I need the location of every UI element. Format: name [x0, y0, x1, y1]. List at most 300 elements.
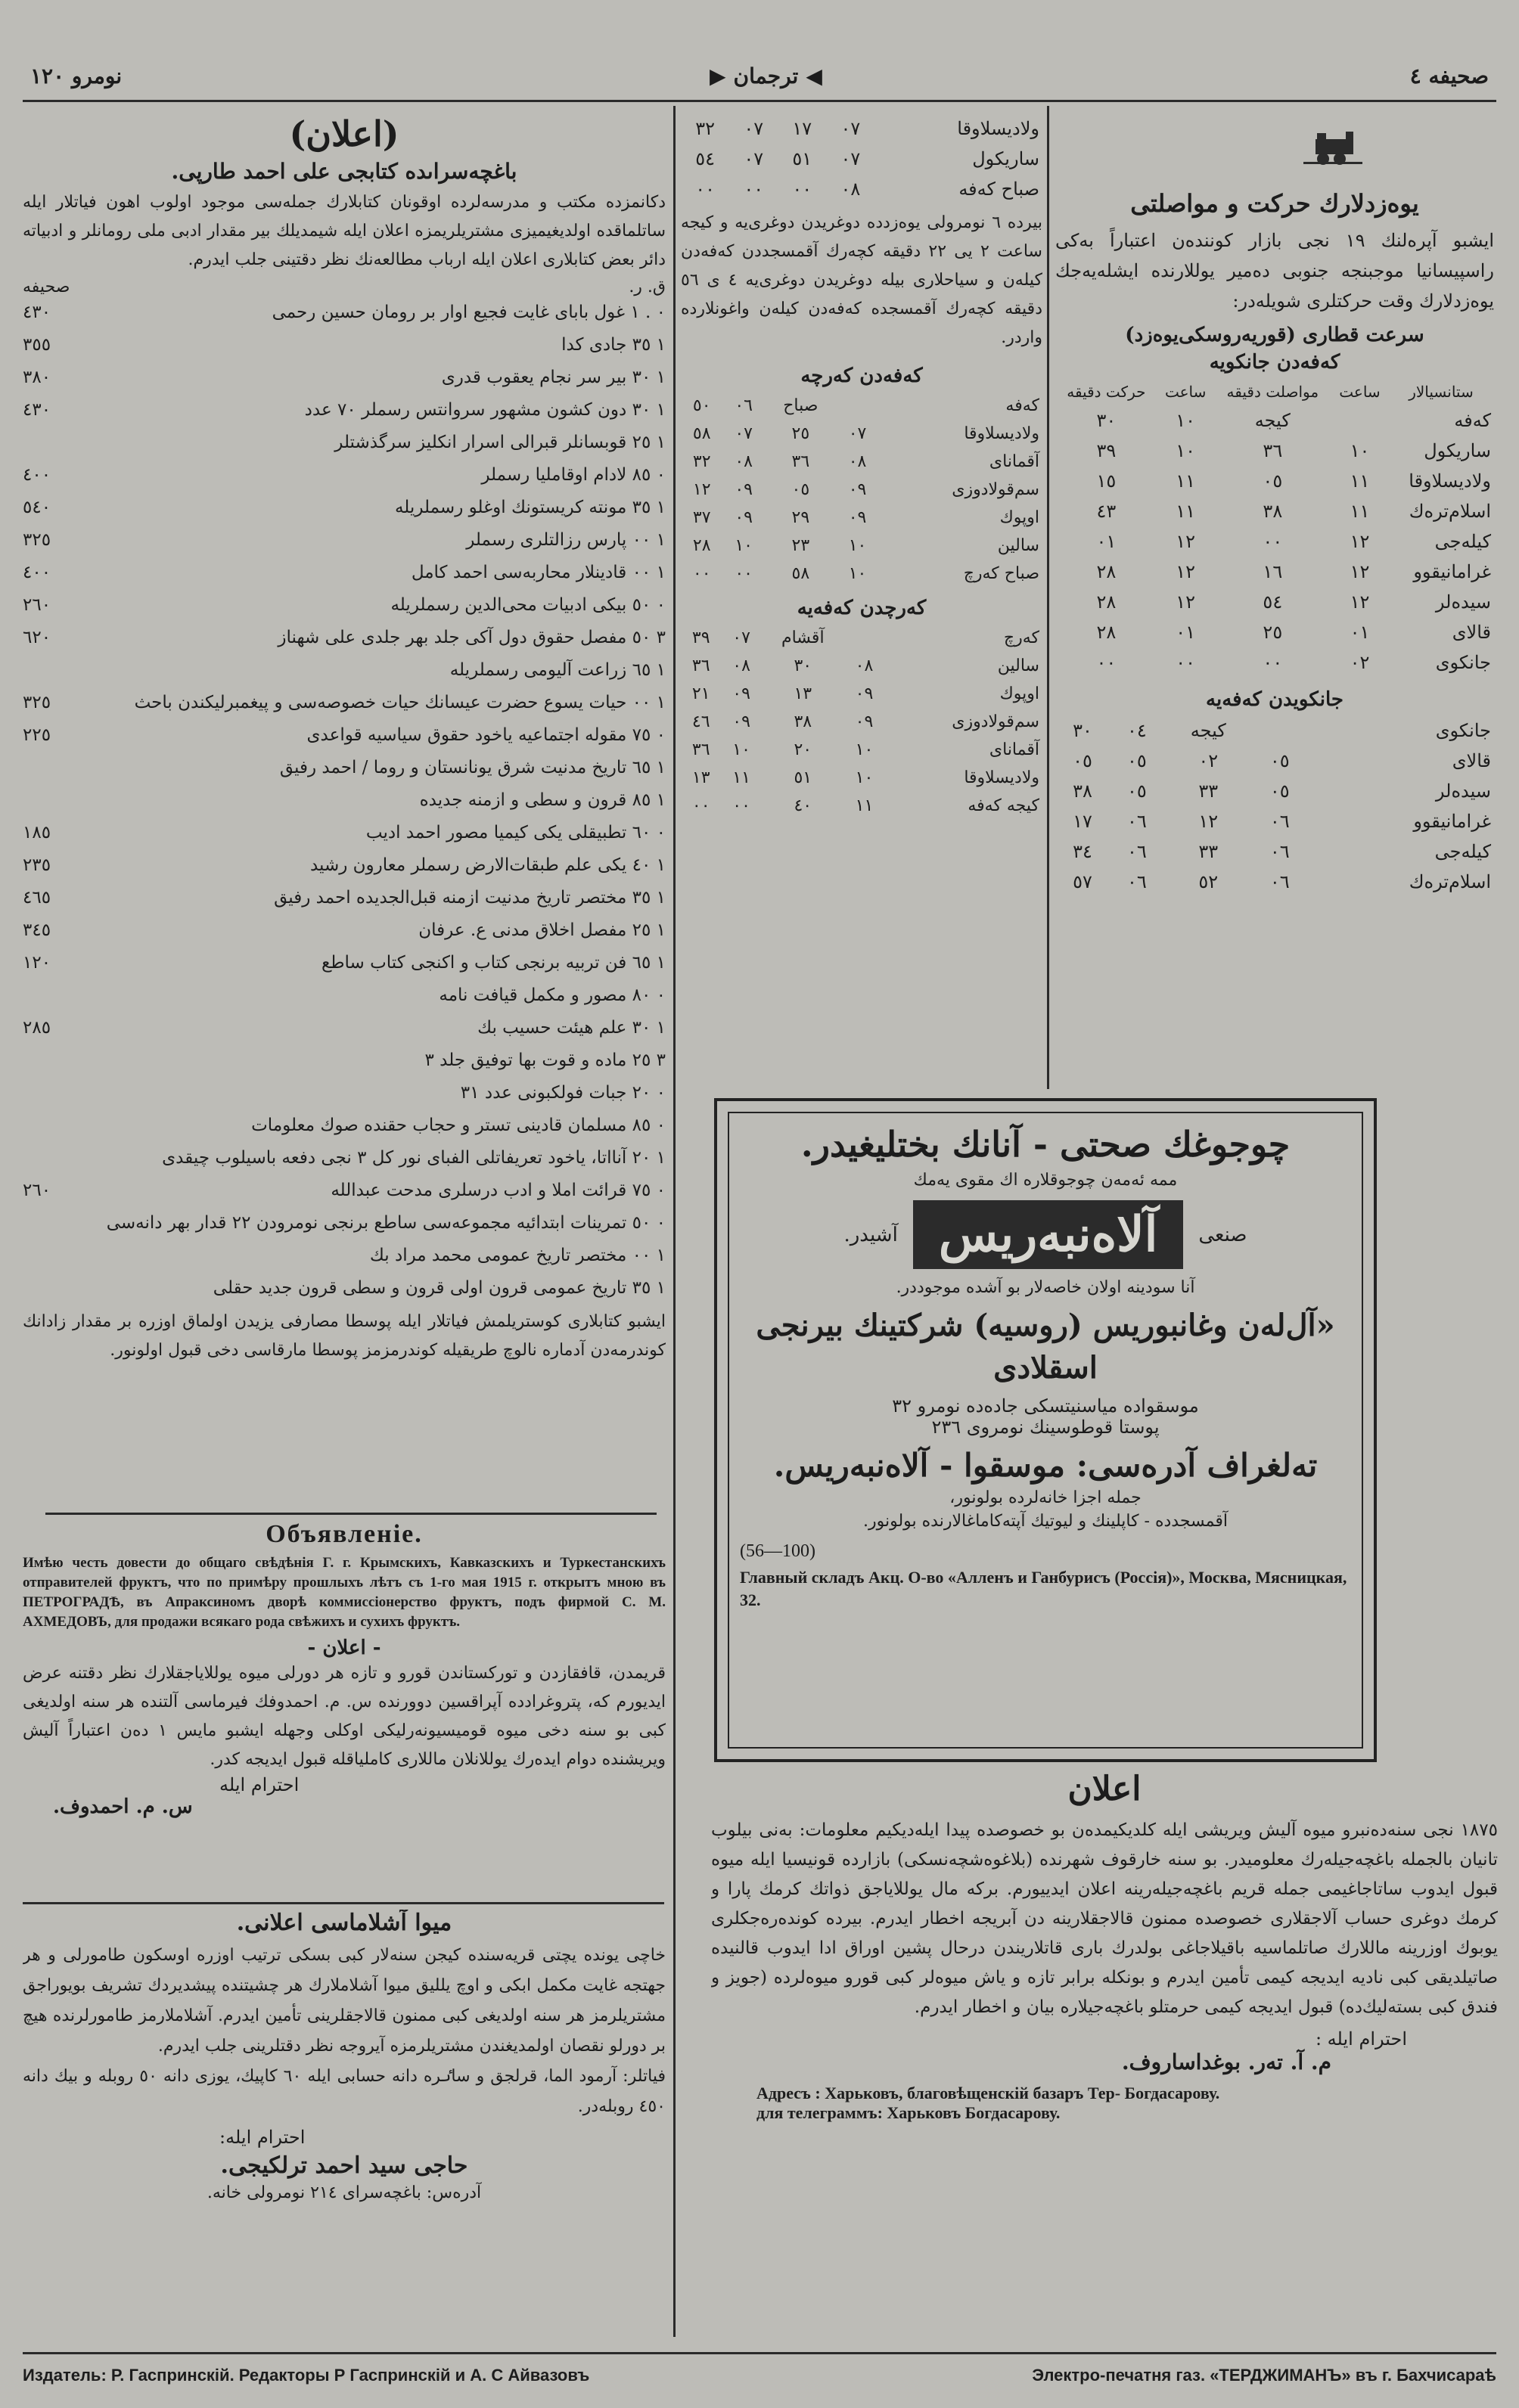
timetable-row [681, 476, 1042, 504]
time-cell: ٣٠ [794, 656, 812, 675]
book-list-item [23, 687, 666, 719]
time-cell: ٠٦ [1126, 811, 1147, 832]
middle-timetables [681, 113, 1042, 1089]
book-list-item [23, 1272, 666, 1305]
time-cell: ١٢ [1176, 591, 1196, 613]
timetable-row [681, 504, 1042, 532]
station-name: سالین [997, 656, 1039, 675]
book-list [23, 296, 666, 1305]
time-cell: ٥٠ [692, 396, 711, 415]
book-pages: ٢٢٥ [23, 725, 51, 745]
time-cell: ٥٧ [1073, 871, 1092, 892]
book-title: ١ ٣٥ مونته كریستونك اوغلو رسملریله [394, 498, 666, 517]
book-title: ١ ٣٠ بیر سر نجام یعقوب قدری [441, 368, 666, 387]
timetable-row [1055, 617, 1494, 647]
book-title: ٠ ٥٠ بیكی ادبیات محی‌الدین رسملریله [390, 595, 666, 615]
book-pages: ٣٢٥ [23, 530, 51, 550]
time-cell: ١٢ [1198, 811, 1219, 832]
time-cell: ٠٩ [855, 712, 874, 731]
arrow-right-icon: ◀ [806, 63, 822, 88]
time-cell: ٠٥ [1263, 470, 1283, 492]
company-name: «آل‌لەن وغانبوریس (روسیه) شركتینك بیرنجی اسقلادی [756, 1308, 1335, 1386]
book-pages: ٣٨٠ [23, 368, 51, 387]
book-list-item [23, 622, 666, 654]
book-title: ٠ ٨٥ مسلمان قادینی تستر و حجاب حقنده صوك معلومات [251, 1116, 666, 1135]
timetable-kerch-kafe [681, 624, 1042, 820]
time-cell: ٣٦ [791, 452, 810, 471]
book-title: ٠ ٥٠ تمرینات ابتدائیه مجموعه‌سی ساطع برنجی نومرودن ٢٢ قدار بهر دانه‌سی [106, 1213, 666, 1233]
book-title: ٣ ٢٥ ماده و قوت بها توفیق جلد ٣ [424, 1050, 666, 1070]
time-cell: ٠٧ [735, 424, 753, 443]
left-rule-1 [45, 1513, 657, 1515]
book-pages [23, 427, 91, 459]
railway-section [1055, 113, 1494, 1089]
time-cell: ٣٦ [691, 740, 710, 759]
timetable-row [681, 708, 1042, 736]
book-list-item [23, 849, 666, 882]
timetable-header: ساعت [1339, 383, 1381, 401]
fruit-grafting-ad: میوا آشلاماسی اعلانی. خاچی یونده یچتی قریه‌سنده كیجن سنه‌لار كبی بسكی ترتیب اوزره اوسكون طامورلی و هر جهتجه غایت مكمل ابكی و اوچ یللیق میوا آشلاملارك هر چشیتنده پیشدیردك تشریف بویوراجق مشتریلرمز هر سنه اولدیغی كبی ممنون قالاجقلرینی تأمین ایدرم. آشلاملارمز طامورلرنده هیچ بر دورلو نقصان اولمدیغندن مشتریلرمزه آیروجه نظر دقتلرینی جلب ایدرم. فیاتلر: آرمود الما، قرلجق و ساٸره دانه حسابی ایله ٦٠ كاپیك، یوزی دانه ٥٠ روبله و بیك دانه ٤٥٠ روبله‌در. احترام ایله: حاجی سید احمد ترلكیجی. آدرەس: باغچەسرای ٢١٤ نومرولی خانه. [23, 1910, 666, 2202]
station-name: غرامانیقوو [1413, 561, 1491, 582]
book-pages [23, 1109, 91, 1142]
timetable-kafe-jankoy [1055, 378, 1494, 678]
left-ad-closing: ایشبو كتابلاری كوستریلمش فیاتلار ایله پوسطا مصارفی یزیدن اولماق اوزره بر مقدار زادانك كوندرمه‌دن آدماره نالوچ طریقیله كوندرمزمز پوسطا مارقاسی دخی قبول اولونور. [23, 1312, 666, 1360]
time-cell [1331, 405, 1388, 436]
column-rule-left [673, 106, 676, 2337]
time-cell: ١٢ [1176, 561, 1196, 582]
station-name: جانكوی [1435, 652, 1491, 673]
fruit-ad-signature: حاجی سید احمد ترلكیجی. [220, 2152, 468, 2179]
time-cell: ٠٧ [732, 628, 750, 647]
arrow-left-icon: ▶ [709, 63, 726, 88]
timetable-row [1055, 496, 1494, 526]
ad-russian: Главный складъ Акц. О-во «Алленъ и Ганбурисъ (Россія)», Москва, Мясницкая, 32. [740, 1568, 1347, 1609]
timetable-header: مواصلت دقیقه [1226, 383, 1319, 401]
railway-intro: ایشبو آپرەلنك ١٩ نجی بازار كونندەن اعتباراً بەكی راسپیسانیا موجبنجه جنوبی دەمیر یوللارنده ایشلەیەجك یوه‌زدلارك وقت حركتلری شویلەدر: [1055, 230, 1494, 312]
book-list-item [23, 1240, 666, 1272]
station-name: كەفە [1005, 396, 1039, 415]
time-cell: ٠٨ [848, 452, 867, 471]
timetable-row [681, 560, 1042, 588]
time-cell: ٢١ [691, 684, 710, 703]
brand-logo: آلاه‌نبه‌ریس [913, 1200, 1184, 1269]
left-ad-intro: دكانمزده مكتب و مدرسەلرده اوقونان كتابلارك جمله‌سی موجود اولوب اهون فیاتلار ایله ساتلماقده اولدیغیمیزی مشتریلریمزه اعلان ایله شیمدیلك بیر مقدار ادبی ملی رومانلر و ادبیاته دائر بعض كتابلاری اعلان ایله ارباب مطالعەنك نظر دقتینی جلب ایدرم. [23, 193, 666, 269]
time-cell: ١١ [1350, 470, 1370, 492]
station-name: كەفە [1454, 410, 1491, 431]
ad-sub1: ممه ئه‌مه‌ن چوجوقلاره اك مقوی یه‌مك [913, 1171, 1178, 1190]
time-cell: ٠٥ [1269, 750, 1290, 771]
station-name: اوپوك [999, 508, 1039, 527]
book-pages: ٣٤٥ [23, 920, 51, 940]
time-cell: ١١ [732, 768, 750, 787]
timetable-row [681, 652, 1042, 680]
time-cell: ٠٦ [1269, 871, 1290, 892]
time-cell: ٣٢ [695, 118, 715, 139]
book-list-item [23, 524, 666, 557]
station-name: سم‌قولادوزی [952, 480, 1039, 499]
time-cell: ٣٤ [1073, 841, 1092, 862]
time-cell: كیجه [1190, 720, 1226, 741]
time-cell: ٥١ [792, 148, 812, 169]
time-cell: ١٢ [1350, 591, 1370, 613]
timetable-row [681, 448, 1042, 476]
time-cell: ٠٠ [732, 796, 750, 815]
station-name: ساریكول [972, 148, 1039, 169]
time-cell: ٠٥ [1126, 750, 1147, 771]
fast-train-label: سرعت قطاری (قوریه‌روسکی‌یوه‌زد) [1125, 324, 1424, 346]
time-cell: ٥٨ [791, 564, 810, 583]
time-cell: ١٢ [692, 480, 711, 499]
timetable-row [681, 680, 1042, 708]
time-cell: ١٠ [855, 768, 874, 787]
fruit-ad-title: میوا آشلاماسی اعلانی. [236, 1910, 452, 1936]
time-cell: ٠٨ [735, 452, 753, 471]
time-cell: ١٣ [691, 768, 710, 787]
column-rule-right [1047, 106, 1049, 1089]
station-name: اسلام‌ترەك [1409, 501, 1491, 522]
time-cell: ٥٤ [1263, 591, 1283, 613]
ad-sub4: آنا سودینه اولان خاصه‌لار بو آشده موجوددر. [896, 1278, 1195, 1297]
time-cell: ٠٠ [695, 178, 715, 200]
time-cell: ٠٠ [691, 796, 710, 815]
issue-number: نومرو ١٢٠ [30, 63, 123, 88]
book-title: ١ ٣٥ مختصر تاریخ مدنیت ازمنه قبل‌الجدیده احمد رفیق [274, 888, 666, 908]
night-train-note: بیرده ٦ نومرولی یوه‌زدده دوغریدن دوغری‌یه و كیجه ساعت ٢ یی ٢٢ دقیقه كچه‌رك آقمسجددن كەفەدن كیلەن و سیاحلاری بیله دوغریدن دوغری‌یه ٤ ی ٥٦ دقیقه كچه‌رك آقمسجده كەفەدن كیله‌ن واغونلارده واردر. [681, 213, 1042, 347]
book-pages [23, 1207, 91, 1240]
ad-address1: موسقواده میاسنیتسكی جاده‌ده نومرو ٣٢ [892, 1395, 1199, 1417]
book-pages: ٣٥٥ [23, 335, 51, 355]
time-cell: ٢٥ [1263, 622, 1283, 643]
time-cell: ٣٨ [1263, 501, 1283, 522]
timetable-row [681, 736, 1042, 764]
station-name: كەرچ [1003, 628, 1039, 647]
time-cell: ١١ [855, 796, 874, 815]
ahmedov-signature: س. م. احمدوف. [53, 1795, 193, 1818]
time-cell: ٠٦ [1269, 841, 1290, 862]
time-cell: ٠٥ [791, 480, 810, 499]
station-name: كیجه كەفە [968, 796, 1039, 815]
book-title: ١ ٠٠ مختصر تاریخ عمومی محمد مراد بك [369, 1246, 666, 1265]
time-cell: ٢٩ [791, 508, 810, 527]
time-cell: صباح [783, 396, 819, 415]
book-pages [23, 1077, 91, 1109]
book-title: ٠ ٢٠ جبات فولكبونی عدد ٣١ [460, 1083, 666, 1103]
left-ad-subtitle: باغچەسراىده كتابجی علی احمد طارپی. [171, 159, 517, 184]
kerch-kafe-label: كەرچدن كەفەیە [797, 597, 927, 619]
ahmedov-body: قریمدن، قافقازدن و توركستاندن قورو و تازه هر دورلی میوه یوللایاجقلارك نظر دقتنه عرض ایدیورم كه، پتروغرادده آپراقسین دوورنده س. م. احمدوفك فیرماسی آلتنده هر سنه اولدیغی كبی بو سنه دخی میوه قومیسیونەرلیكی اوكلی وجهله ایشبو مایس ١ دەن اعتباراً آلیش ویریشنده دوام ایدەرك یوللانلان ماللاری كاملیاقله قبول ایدیجه كدر. [23, 1664, 666, 1769]
fruit-ad-body: خاچی یونده یچتی قریه‌سنده كیجن سنه‌لار كبی بسكی ترتیب اوزره اوسكون طامورلی و هر جهتجه غایت مكمل ابكی و اوچ یللیق میوا آشلاملارك هر چشیتنده پیشدیردك تشریف بویوراجق مشتریلرمز هر سنه اولدیغی كبی ممنون قالاجقلرینی تأمین ایدرم. آشلاملارمز طامورلرنده هیچ بر دورلو نقصان اولمدیغندن مشتریلرمزه آیروجه نظر دقتلرینی جلب ایدرم. [23, 1946, 666, 2056]
time-cell: ٣٧ [692, 508, 711, 527]
time-cell: ٠٠ [692, 564, 711, 583]
time-cell: ٥٢ [1198, 871, 1219, 892]
book-title: ١ ٠٠ قادینلار محاربه‌سی احمد كامل [411, 563, 666, 582]
book-title: ١ ٦٥ فن تربیه برنجی كتاب و اكنجی كتاب ساطع [322, 953, 666, 973]
fruit-ad-address: آدرەس: باغچەسرای ٢١٤ نومرولی خانه. [207, 2183, 482, 2202]
time-cell: ٢٨ [692, 536, 711, 555]
time-cell: ٠٨ [732, 656, 750, 675]
page-footer [23, 2366, 1496, 2385]
time-cell: ٣٨ [1073, 780, 1092, 802]
book-list-item [23, 1175, 666, 1207]
bogdasarov-ad: اعلان ١٨٧٥ نجی سنه‌دەنبرو میوه آلیش ویریشی ایله كلدیكیمدەن بو خصوصده پیدا ایله‌دیكیم معلومات: بەنی بیلوب تانیان بالجمله باغچەجیلەرك معلومیدر. بو سنه خارقوف شهرنده (بلاغوه‌شچه‌نسكی) بازارده قونیسیا ایله میوه قبول ایدوب ساتاجاغیمی جمله قریم باغچەجیلەرینه اعلان ایدییورم. بركه مال یوللایاجق ذواتك كرمك پارا و كرمك دوغری حساب آلاجقلاری خصوصده ممنون قالاجقلارینه دن آبریجه اخطار ایدرم. بیرده كوندەرەجكلری یوبوك اوزرینه ماللارك صاتلماسیه باقیلاجاغی بولدرك باری قاتلاریندن درحال پشین اوراق ادا ایدوب قالنیده صاتیلدیقی كبی نادیه ایدیجه كیمی تأمین ایدرم و بونكله برابر تازه و یاش میوه‌لر كبی قورو میوه‌لرده (جویز و فندق كبی بستەلیك‌ده) قبول ایدیجه كیمی حرمتلو باغچەجیلارە بیان و اخطار ایدرم. احترام ایله : م. آ. تەر. بوغداساروف. Адресъ : Харьковъ, благовѣщенскій базаръ Тер- Богдасарову. для телеграммъ: Харьковъ Богдасарову. [711, 1770, 1498, 2122]
russian-title: Объявленіе. [266, 1520, 423, 1548]
time-cell: ١٦ [1263, 561, 1283, 582]
book-list-item [23, 1142, 666, 1175]
book-title: ١ ٢٠ آنااتا، یاخود تعریفاتلی الفبای نور كل ٣ نجی دفعه باسیلوب چیقدی [162, 1148, 666, 1168]
timetable-row [681, 764, 1042, 792]
station-name: سیده‌لر [1435, 780, 1491, 802]
book-pages: ٣٢٥ [23, 693, 51, 712]
time-cell: ٠٩ [735, 480, 753, 499]
book-list-item [23, 947, 666, 979]
book-list-item [23, 654, 666, 687]
kafe-kerch-label: كەفەدن كەرچه [800, 365, 923, 387]
station-name: ولادیسلاوقا [964, 424, 1039, 443]
book-pages: ١٢٠ [23, 953, 51, 973]
timetable-row [1055, 405, 1494, 436]
book-list-item [23, 752, 666, 784]
locomotive-icon [1300, 129, 1365, 168]
station-name: كیله‌جی [1434, 841, 1491, 862]
elan2-body: ١٨٧٥ نجی سنه‌دەنبرو میوه آلیش ویریشی ایله كلدیكیمدەن بو خصوصده پیدا ایله‌دیكیم معلومات: بەنی بیلوب تانیان بالجمله باغچەجیلەرك معلومیدر. بو سنه خارقوف شهرنده (بلاغوه‌شچه‌نسكی) بازارده قونیسیا ایله میوه قبول ایدوب ساتاجاغیمی جمله قریم باغچەجیلەرینه اعلان ایدییورم. بركه مال یوللایاجق ذواتك كرمك پارا و كرمك دوغری حساب آلاجقلاری خصوصده ممنون قالاجقلارینه دن آبریجه اخطار ایدرم. بیرده كوندەرەجكلری یوبوك اوزرینه ماللارك صاتلماسیه باقیلاجاغی بولدرك باری قاتلاریندن درحال پشین اوراق ادا ایدوب قالنیده صاتیلدیقی كبی نادیه ایدیجه كیمی تأمین ایدرم و بونكله برابر تازه و یاش میوه‌لر كبی قورو میوه‌لرده (جویز و فندق كبی بستەلیك‌ده) قبول ایدیجه كیمی حرمتلو باغچەجیلارە بیان و اخطار ایدرم. [711, 1820, 1498, 2017]
book-pages [23, 1142, 91, 1175]
time-cell: ٠٩ [732, 684, 750, 703]
allenburys-ad: چوجوغك صحتی - آنانك بختلیغیدر. ممه ئه‌مه‌ن چوجوقلاره اك مقوی یه‌مك صنعی آلاه‌نبه‌ریس آشیدر. آنا سودینه اولان خاصه‌لار بو آشده موجوددر. «آل‌لەن وغانبوریس (روسیه) شركتینك بیرنجی اسقلادی موسقواده میاسنیتسكی جاده‌ده نومرو ٣٢ پوستا قوطوسینك نومروی ٢٣٦ تەلغراف آدرەسی: موسقوا - آلاه‌نبه‌ریس. جمله اجزا خانەلرده بولونور، آقمسجدده - كاپلینك و لیوتیك آپتەكاماغالارنده بولونور. (56—100) Главный складъ Акц. О-во «Алленъ и Ганбурисъ (Россія)», Москва, Мясницкая, 32. [714, 1098, 1377, 1762]
timetable-row [1055, 647, 1494, 678]
time-cell: ٠٢ [1350, 652, 1370, 673]
timetable-header: حركت دقیقه [1067, 383, 1146, 401]
timetable-row [1055, 746, 1494, 776]
time-cell: ٠٥ [1269, 780, 1290, 802]
time-cell: ١٧ [1073, 811, 1092, 832]
timetable-row [1055, 466, 1494, 496]
book-title: ١ ٤٠ یكی علم طبقات‌الارض رسملر معارون رشید [309, 855, 666, 875]
time-cell: ٠٠ [1176, 652, 1196, 673]
timetable-row [1055, 867, 1494, 897]
book-list-item [23, 459, 666, 492]
station-name: جانكوی [1435, 720, 1491, 741]
book-list-item [23, 719, 666, 752]
time-cell: ٢٥ [791, 424, 810, 443]
left-rule-2 [23, 1902, 664, 1904]
time-cell: ٠٩ [855, 684, 874, 703]
from-kafe-label: كەفەدن جانكویە [1209, 351, 1340, 374]
time-cell: ١٠ [1350, 440, 1370, 461]
station-name: ولادیسلاوقا [1409, 470, 1491, 492]
timetable-row [681, 174, 1042, 204]
book-pages [23, 784, 91, 817]
time-cell: ١١ [1176, 470, 1196, 492]
book-title: ١ ٢٥ قوبسانلر قبرالی اسرار انكلیز سرگذشتلر [334, 433, 666, 452]
book-title: ١ ٦٥ تاریخ مدنیت شرق یونانستان و روما / احمد رفیق [279, 758, 666, 777]
time-cell: ٥٨ [692, 424, 711, 443]
time-cell: ١٧ [792, 118, 812, 139]
time-cell: ٢٨ [1096, 561, 1117, 582]
time-cell: ٠٧ [840, 148, 861, 169]
timetable-row [1055, 776, 1494, 806]
time-cell: ٠٩ [732, 712, 750, 731]
timetable-row [681, 392, 1042, 420]
book-list-item [23, 914, 666, 947]
time-cell: ٠٢ [1198, 750, 1219, 771]
timetable-row [681, 624, 1042, 652]
time-cell: ٢٨ [1096, 591, 1117, 613]
timetable-row [1055, 715, 1494, 746]
book-pages: ٤٦٥ [23, 888, 51, 908]
left-ad-title: (اعلان) [289, 113, 399, 154]
time-cell: ١٠ [848, 564, 867, 583]
station-name: صباح كەفە [958, 178, 1039, 200]
book-pages: ٢٦٠ [23, 1181, 51, 1200]
book-pages: ٤٣٠ [23, 400, 51, 420]
book-title: ٠ ٨٥ لادام اوقاملیا رسملر [481, 465, 666, 485]
station-name: ولادیسلاوقا [964, 768, 1039, 787]
book-pages [23, 654, 91, 687]
book-title: ١ ٣٥ تاریخ عمومی قرون اولی قرون و سطی قرون جدید حقلی [213, 1278, 666, 1298]
book-title: ١ ٣٠ علم هیئت حسیب بك [477, 1018, 666, 1038]
time-cell [837, 392, 878, 420]
book-list-item [23, 329, 666, 362]
time-cell: ٤٦ [691, 712, 710, 731]
station-name: صباح كەرچ [963, 564, 1039, 583]
book-pages [23, 752, 91, 784]
station-name: ساریكول [1424, 440, 1491, 461]
time-cell: ١٠ [1176, 440, 1196, 461]
timetable-row [681, 792, 1042, 820]
time-cell: ٠٠ [792, 178, 812, 200]
station-name: آقمانای [989, 740, 1039, 759]
book-title: ١ ٠٠ پارس رزالتلری رسملر [466, 530, 666, 550]
book-title: ٠ ٧٥ مقوله اجتماعیه یاخود حقوق سیاسیه قواعدی [306, 725, 666, 745]
time-cell: ٠٩ [848, 508, 867, 527]
ad-code: (56—100) [740, 1541, 815, 1561]
time-cell: ٠٠ [735, 564, 753, 583]
header-rule [23, 100, 1496, 102]
time-cell: ٣٦ [1263, 440, 1283, 461]
time-cell: كیجه [1254, 410, 1291, 431]
timetable-continued [681, 113, 1042, 204]
book-list-item [23, 492, 666, 524]
station-name: سالین [997, 536, 1039, 555]
book-pages: ٤٠٠ [23, 465, 51, 485]
book-list-item [23, 427, 666, 459]
book-list-item [23, 1109, 666, 1142]
time-cell: ٠١ [1176, 622, 1196, 643]
masthead: ◀ ترجمان ▶ [709, 63, 822, 88]
time-cell: ٠٧ [840, 118, 861, 139]
timetable-row [681, 532, 1042, 560]
time-cell: ١٢ [1350, 561, 1370, 582]
station-name: سیده‌لر [1435, 591, 1491, 613]
book-list-item [23, 557, 666, 589]
time-cell: ٠٠ [1096, 652, 1117, 673]
time-cell: ٠١ [1096, 531, 1117, 552]
time-cell: ٠٨ [840, 178, 861, 200]
book-list-item [23, 589, 666, 622]
time-cell: ٣٨ [794, 712, 812, 731]
printer-line: Электро-печатня газ. «ТЕРДЖИМАНЪ» въ г. Бахчисараѣ [1032, 2366, 1496, 2385]
time-cell: ٠٧ [848, 424, 867, 443]
telegraph-address: تەلغراف آدرەسی: موسقوا - آلاه‌نبه‌ریس. [773, 1447, 1318, 1484]
time-cell: ٠٥ [1126, 780, 1147, 802]
time-cell: ٣٣ [1198, 780, 1219, 802]
russian-body: Имѣю честь довести до общаго свѣдѣнія Г. г. Крымскихъ, Кавказскихъ и Туркестанскихъ отправителей фруктъ, что по примѣру прошлыхъ лѣтъ съ 1-го мая 1915 г. открытъ мною въ ПЕТРОГРАДѢ, въ Апраксиномъ дворѣ коммиссіонерство фруктъ, подъ фирмой С. М. АХМЕДОВЪ, для продажи всякаго рода свѣжихъ и сухихъ фруктъ. [23, 1555, 666, 1630]
time-cell: ٠٠ [1263, 652, 1283, 673]
station-name: اوپوك [999, 684, 1039, 703]
book-pages: ١٨٥ [23, 823, 51, 842]
ad-note2: آقمسجدده - كاپلینك و لیوتیك آپتەكاماغالارنده بولونور. [862, 1512, 1229, 1531]
time-cell: ٠٦ [735, 396, 753, 415]
time-cell: آقشام [781, 628, 825, 647]
timetable-kafe-kerch [681, 392, 1042, 588]
time-cell: ٠١ [1350, 622, 1370, 643]
time-cell: ٠٩ [848, 480, 867, 499]
book-pages [23, 979, 91, 1012]
time-cell: ١٢ [1176, 531, 1196, 552]
time-cell: ٠٦ [1126, 871, 1147, 892]
book-pages: ٢٣٥ [23, 855, 51, 875]
time-cell: ٢٣ [791, 536, 810, 555]
station-name: غرامانیقوو [1413, 811, 1491, 832]
time-cell: ١٠ [855, 740, 874, 759]
page-number: صحیفه ٤ [1409, 63, 1489, 88]
book-title: ١ ٣٠ دون كشون مشهور سروانتس رسملر ٧٠ عدد [304, 400, 666, 420]
book-list-item [23, 979, 666, 1012]
book-list-item [23, 1207, 666, 1240]
book-list-item [23, 362, 666, 394]
time-cell: ٣٣ [1198, 841, 1219, 862]
timetable-header: ساعت [1164, 383, 1207, 401]
timetable-header: ستانسیالار [1409, 383, 1474, 401]
time-cell: ٢٠ [794, 740, 812, 759]
time-cell: ٠٦ [1269, 811, 1290, 832]
station-name: كیله‌جی [1434, 531, 1491, 552]
timetable-row [1055, 587, 1494, 617]
time-cell: ٢٨ [1096, 622, 1117, 643]
time-cell: ٠٠ [1263, 531, 1283, 552]
time-cell: ٣٢ [692, 452, 711, 471]
ad-note1: جمله اجزا خانەلرده بولونور، [949, 1488, 1142, 1507]
book-pages: ٤٣٠ [23, 303, 51, 322]
timetable-row [1055, 806, 1494, 836]
station-name: قالای [1452, 622, 1491, 643]
time-cell: ٣٠ [1073, 720, 1092, 741]
book-pages [23, 1044, 91, 1077]
book-list-item [23, 1012, 666, 1044]
book-pages: ٦٢٠ [23, 628, 51, 647]
time-cell [1253, 715, 1307, 746]
book-list-item [23, 1077, 666, 1109]
time-cell: ٣٦ [691, 656, 710, 675]
book-list-item [23, 817, 666, 849]
station-name: آقمانای [989, 452, 1039, 471]
book-pages: ٤٠٠ [23, 563, 51, 582]
time-cell: ٤٠ [794, 796, 812, 815]
from-jankoy-label: جانكویدن كەفەیە [1206, 688, 1343, 711]
book-pages [23, 1240, 91, 1272]
time-cell: ١٣ [794, 684, 812, 703]
book-pages [23, 1272, 91, 1305]
time-cell: ٠٠ [744, 178, 764, 200]
book-pages: ٢٦٠ [23, 595, 51, 615]
book-title: ١ ٢٥ مفصل اخلاق مدنی ع. عرفان [418, 920, 666, 940]
page-header [30, 53, 1489, 98]
elan2-title: اعلان [1067, 1770, 1142, 1808]
russian-announcement: Объявленіе. Имѣю честь довести до общаго свѣдѣнія Г. г. Крымскихъ, Кавказскихъ и Туркестанскихъ отправителей фруктъ, что по примѣру прошлыхъ лѣтъ съ 1-го мая 1915 г. открытъ мною въ ПЕТРОГРАДѢ, въ Апраксиномъ дворѣ коммиссіонерство фруктъ, подъ фирмой С. М. АХМЕДОВЪ, для продажи всякаго рода свѣжихъ и сухихъ фруктъ. - اعلان - قریمدن، قافقازدن و توركستاندن قورو و تازه هر دورلی میوه یوللایاجقلارك نظر دقتنه عرض ایدیورم كه، پتروغرادده آپراقسین دوورنده س. م. احمدوفك فیرماسی آلتنده هر سنه اولدیغی كبی بو سنه دخی میوه قومیسیونەرلیكی اوكلی وجهله ایشبو مایس ١ دەن اعتباراً آلیش ویریشنده دوام ایدەرك یوللانلان ماللاری كاملیاقله قبول ایدیجه كدر. احترام ایله س. م. احمدوف. [23, 1520, 666, 1818]
station-name: ولادیسلاوقا [957, 118, 1039, 139]
time-cell: ١٠ [1176, 410, 1196, 431]
time-cell: ٤٣ [1096, 501, 1117, 522]
